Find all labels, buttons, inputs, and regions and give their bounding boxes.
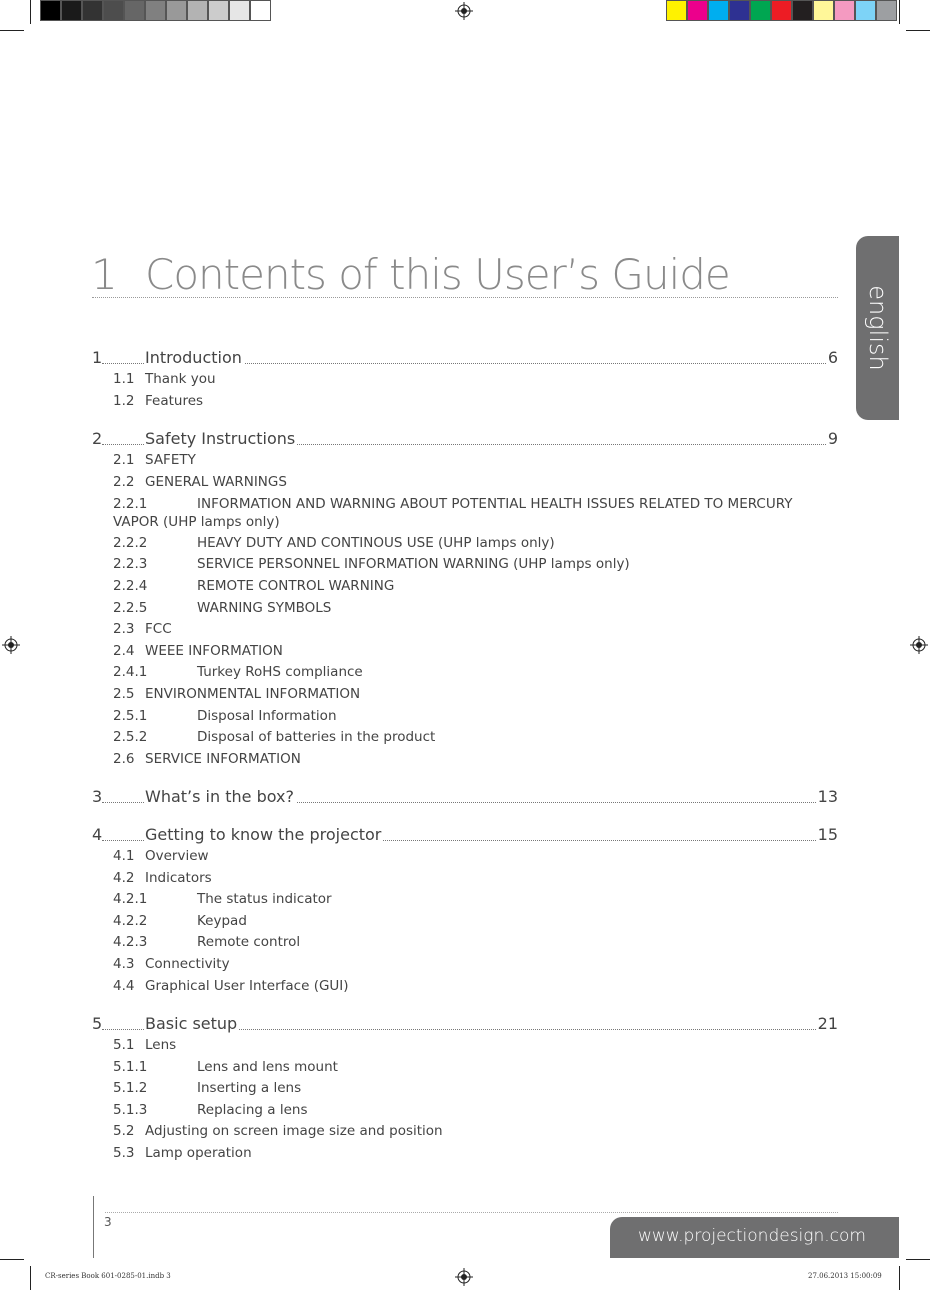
toc-subsection-item[interactable] (113, 708, 337, 724)
toc-subsection-item[interactable] (113, 371, 216, 387)
subsection-title: Connectivity (145, 956, 230, 972)
page-title (91, 250, 730, 299)
section-page: 6 (827, 348, 838, 367)
subsection-number: 2.4 (113, 642, 135, 659)
subsection-number: 2.4.1 (113, 664, 148, 681)
subsection-number: 2.1 (113, 452, 135, 468)
section-page: 15 (817, 825, 838, 844)
language-tab-label: english (863, 285, 892, 371)
gray-swatch (208, 0, 229, 21)
gray-swatch (124, 0, 145, 21)
grayscale-color-bar (40, 0, 271, 21)
gray-swatch (82, 0, 103, 21)
subsection-number: 4.2.1 (113, 891, 148, 908)
toc-subsection-item[interactable] (113, 934, 300, 950)
subsection-number: 5.1.1 (113, 1058, 148, 1075)
subsection-number: 4.4 (113, 977, 135, 994)
toc-subsection-item[interactable] (113, 729, 435, 745)
subsection-number: 5.1.3 (113, 1101, 148, 1118)
title-number: 1 (91, 250, 117, 299)
color-swatch (666, 0, 687, 21)
gray-swatch (40, 0, 61, 21)
language-tab (856, 236, 899, 420)
gray-swatch (61, 0, 82, 21)
subsection-title: The status indicator (197, 891, 332, 908)
section-title: Introduction (145, 348, 242, 367)
subsection-title: SERVICE INFORMATION (145, 750, 301, 767)
subsection-number: 2.2.5 (113, 599, 148, 616)
process-color-bar (666, 0, 897, 21)
toc-subsection-item[interactable] (113, 1037, 176, 1053)
toc-section-row[interactable] (92, 787, 838, 807)
footer-divider (105, 1212, 838, 1213)
subsection-title: WARNING SYMBOLS (197, 599, 332, 616)
toc-subsection-item[interactable] (113, 1080, 301, 1096)
website-banner (610, 1217, 899, 1258)
crop-mark (0, 30, 24, 31)
toc-subsection-item[interactable] (113, 891, 332, 907)
toc-subsection-item[interactable] (113, 751, 301, 767)
subsection-title: Adjusting on screen image size and position (145, 1123, 443, 1140)
color-swatch (876, 0, 897, 21)
subsection-number: 5.3 (113, 1145, 135, 1161)
subsection-number: 4.1 (113, 848, 135, 864)
subsection-title: Overview (145, 848, 209, 864)
subsection-title: ENVIRONMENTAL INFORMATION (145, 685, 361, 702)
crop-mark (906, 30, 930, 31)
subsection-title: SERVICE PERSONNEL INFORMATION WARNING (UHP lamps only) (197, 556, 630, 573)
subsection-title: INFORMATION AND WARNING ABOUT POTENTIAL HEALTH ISSUES RELATED TO MERCURY VAPOR (UHP lamps only) (113, 496, 793, 531)
crop-mark (906, 1259, 930, 1260)
subsection-number: 4.3 (113, 956, 135, 972)
registration-mark-icon (2, 636, 20, 654)
subsection-number: 2.2.1 (113, 496, 148, 513)
section-page: 9 (827, 429, 838, 448)
subsection-number: 1.2 (113, 392, 135, 409)
subsection-title: Turkey RoHS compliance (197, 664, 363, 681)
toc-section-row[interactable] (92, 348, 838, 368)
toc-subsection-item[interactable] (113, 474, 287, 490)
page-number: 3 (104, 1215, 112, 1229)
crop-mark (0, 1259, 24, 1260)
subsection-number: 2.5.1 (113, 707, 148, 724)
toc-subsection-item[interactable] (113, 913, 247, 929)
subsection-number: 1.1 (113, 371, 135, 387)
color-swatch (813, 0, 834, 21)
subsection-number: 4.2.2 (113, 912, 148, 929)
section-title: Basic setup (145, 1014, 238, 1033)
color-swatch (792, 0, 813, 21)
website-url: www.projectiondesign.com (638, 1226, 866, 1246)
toc-subsection-item[interactable] (113, 393, 203, 409)
color-swatch (750, 0, 771, 21)
crop-mark (30, 1266, 31, 1290)
subsection-number: 4.2.3 (113, 934, 148, 951)
subsection-title: HEAVY DUTY AND CONTINOUS USE (UHP lamps only) (197, 534, 555, 551)
subsection-title: FCC (145, 621, 172, 638)
toc-subsection-item[interactable] (113, 495, 823, 531)
gray-swatch (229, 0, 250, 21)
toc-subsection-item[interactable] (113, 1123, 443, 1139)
section-number: 4 (92, 825, 103, 844)
title-divider (92, 297, 838, 298)
subsection-number: 4.2 (113, 869, 135, 886)
subsection-title: Replacing a lens (197, 1101, 308, 1118)
toc-subsection-item[interactable] (113, 1145, 252, 1161)
subsection-number: 2.2.2 (113, 534, 148, 551)
toc-subsection-item[interactable] (113, 600, 331, 616)
toc-subsection-item[interactable] (113, 621, 172, 637)
gray-swatch (166, 0, 187, 21)
subsection-title: REMOTE CONTROL WARNING (197, 577, 395, 594)
subsection-title: Remote control (197, 934, 301, 951)
section-number: 3 (92, 787, 103, 806)
subsection-number: 2.6 (113, 750, 135, 767)
section-number: 2 (92, 429, 103, 448)
subsection-number: 5.2 (113, 1123, 135, 1140)
subsection-number: 5.1 (113, 1037, 135, 1053)
registration-mark-icon (455, 1268, 473, 1286)
toc-subsection-item[interactable] (113, 643, 283, 659)
subsection-title: Keypad (197, 912, 247, 929)
subsection-title: GENERAL WARNINGS (145, 473, 287, 490)
toc-section-row[interactable] (92, 429, 838, 449)
gray-swatch (145, 0, 166, 21)
subsection-title: Inserting a lens (197, 1080, 302, 1097)
toc-subsection-item[interactable] (113, 578, 394, 594)
section-page: 21 (817, 1014, 838, 1033)
color-swatch (687, 0, 708, 21)
registration-mark-icon (455, 2, 473, 20)
print-slug-file: CR-series Book 601-0285-01.indb 3 (45, 1272, 171, 1280)
subsection-number: 2.2.4 (113, 577, 148, 594)
section-page: 13 (817, 787, 838, 806)
toc-subsection-item[interactable] (113, 978, 349, 994)
crop-mark (30, 0, 31, 24)
toc-section-row[interactable] (92, 825, 838, 845)
toc-subsection-item[interactable] (113, 956, 230, 972)
toc-subsection-item[interactable] (113, 535, 555, 551)
subsection-title: SAFETY (145, 452, 196, 468)
gray-swatch (187, 0, 208, 21)
toc-subsection-item[interactable] (113, 870, 212, 886)
color-swatch (855, 0, 876, 21)
toc-subsection-item[interactable] (113, 556, 630, 572)
subsection-title: WEEE INFORMATION (145, 642, 283, 659)
subsection-number: 2.5.2 (113, 729, 148, 746)
title-text: Contents of this User’s Guide (145, 250, 730, 299)
color-swatch (771, 0, 792, 21)
section-title: What’s in the box? (145, 787, 294, 806)
subsection-number: 2.5 (113, 685, 135, 702)
subsection-number: 2.2.3 (113, 556, 148, 573)
subsection-title: Lamp operation (145, 1145, 252, 1161)
subsection-title: Disposal of batteries in the product (197, 729, 436, 746)
subsection-title: Thank you (145, 371, 216, 387)
section-number: 5 (92, 1014, 103, 1033)
toc-subsection-item[interactable] (113, 848, 209, 864)
toc-subsection-item[interactable] (113, 1102, 307, 1118)
color-swatch (708, 0, 729, 21)
print-slug-date: 27.06.2013 15:00:09 (808, 1272, 882, 1280)
section-title: Safety Instructions (145, 429, 296, 448)
crop-mark (899, 0, 900, 24)
subsection-number: 2.3 (113, 621, 135, 638)
toc-subsection-item[interactable] (113, 1059, 338, 1075)
subsection-title: Lens (145, 1037, 177, 1053)
subsection-title: Features (145, 392, 204, 409)
toc-subsection-item[interactable] (113, 452, 196, 468)
color-swatch (729, 0, 750, 21)
toc-subsection-item[interactable] (113, 664, 363, 680)
toc-section-row[interactable] (92, 1014, 838, 1034)
footer-rule (93, 1196, 94, 1258)
toc-subsection-item[interactable] (113, 686, 360, 702)
section-title: Getting to know the projector (145, 825, 382, 844)
subsection-title: Indicators (145, 869, 212, 886)
crop-mark (899, 1266, 900, 1290)
subsection-title: Lens and lens mount (197, 1058, 338, 1075)
subsection-title: Graphical User Interface (GUI) (145, 977, 349, 994)
gray-swatch (103, 0, 124, 21)
section-number: 1 (92, 348, 103, 367)
subsection-title: Disposal Information (197, 707, 337, 724)
subsection-number: 5.1.2 (113, 1080, 148, 1097)
subsection-number: 2.2 (113, 473, 135, 490)
registration-mark-icon (910, 636, 928, 654)
gray-swatch (250, 0, 271, 21)
color-swatch (834, 0, 855, 21)
